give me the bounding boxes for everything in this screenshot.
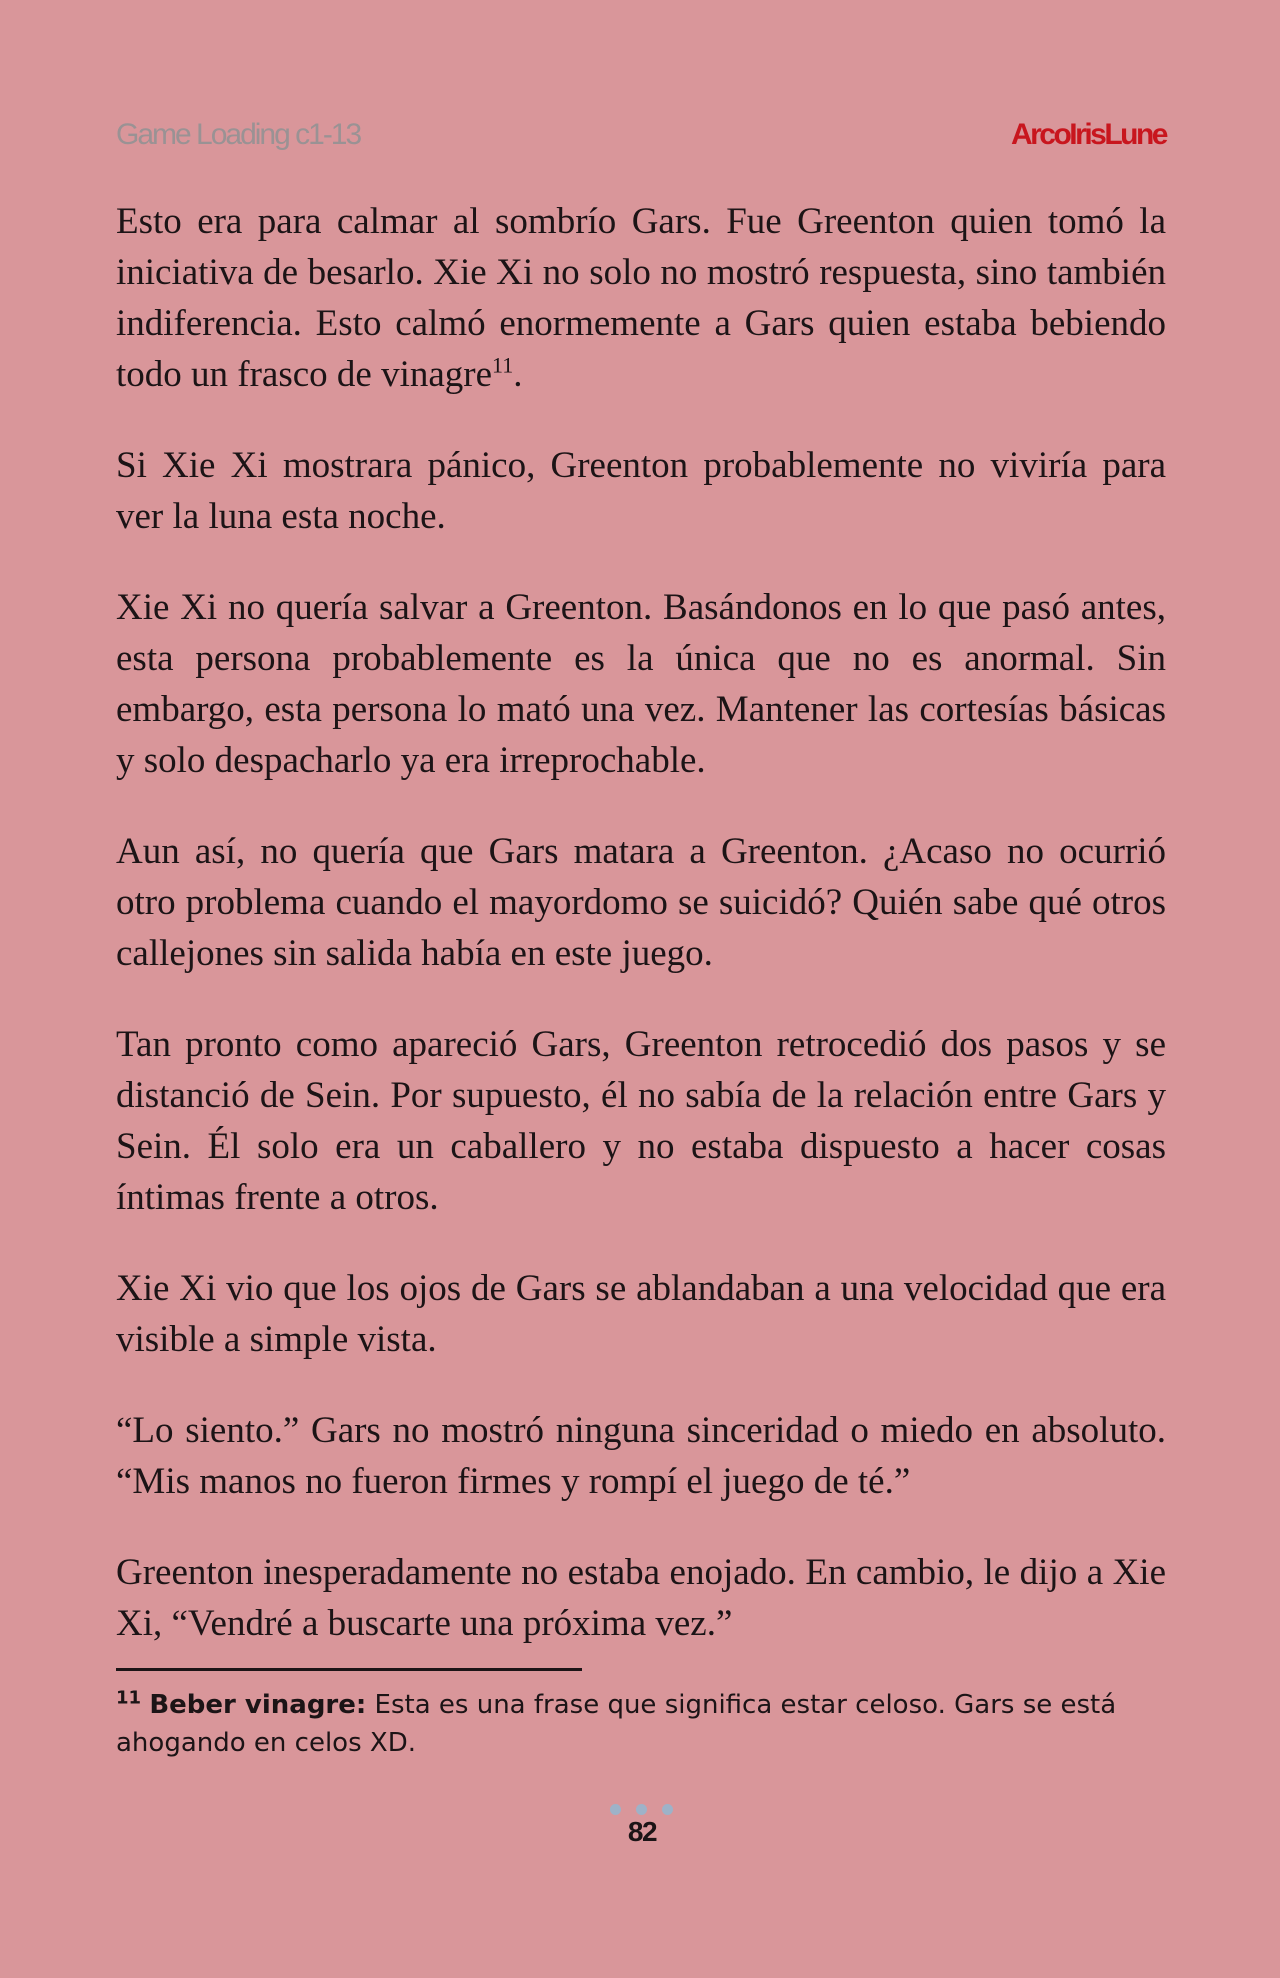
body-text xyxy=(116,196,1166,1689)
book-title: Game Loading c1-13 xyxy=(116,118,361,151)
footnote-text: Esta es una frase que significa estar celoso. Gars se está ahogando en celos XD. xyxy=(116,1690,1117,1758)
paragraph-1 xyxy=(116,196,1166,400)
paragraph-7: “Lo siento.” Gars no mostró ninguna sinceridad o miedo en absoluto. “Mis manos no fueron firmes y rompí el juego de té.” xyxy=(116,1410,1166,1502)
page-header xyxy=(116,118,1166,162)
footnote-term: Beber vinagre: xyxy=(149,1690,367,1720)
paragraph-4: Aun así, no quería que Gars matara a Greenton. ¿Acaso no ocurrió otro problema cuando el mayordomo se suicidó? Quién sabe qué otros callejones sin salida había en este juego. xyxy=(116,831,1166,974)
footnote xyxy=(116,1686,1166,1762)
paragraph-5: Tan pronto como apareció Gars, Greenton retrocedió dos pasos y se distanció de Sein. Por supuesto, él no sabía de la relación entre Gars y Sein. Él solo era un caballero y no estaba dispuesto a hacer cosas íntimas frente a otros. xyxy=(116,1024,1166,1218)
paragraph-6: Xie Xi vio que los ojos de Gars se ablandaban a una velocidad que era visible a simple vista. xyxy=(116,1268,1166,1360)
paragraph-3: Xie Xi no quería salvar a Greenton. Basándonos en lo que pasó antes, esta persona probablemente es la única que no es anormal. Sin embargo, esta persona lo mató una vez. Mantener las cortesías básicas y solo despacharlo ya era irreprochable. xyxy=(116,587,1166,781)
paragraph-2: Si Xie Xi mostrara pánico, Greenton probablemente no viviría para ver la luna esta noche. xyxy=(116,445,1166,537)
paragraph-8: Greenton inesperadamente no estaba enojado. En cambio, le dijo a Xie Xi, “Vendré a buscarte una próxima vez.” xyxy=(116,1552,1166,1644)
paragraph-1-tail: . xyxy=(513,354,523,395)
dot-icon xyxy=(662,1804,673,1815)
paragraph-1-text: Esto era para calmar al sombrío Gars. Fue Greenton quien tomó la iniciativa de besarlo. Xie Xi no solo no mostró respuesta, sino también indiferencia. Esto calmó enormemente a Gars quien estaba bebiendo todo un frasco de vinagre xyxy=(116,201,1166,395)
translator-name: ArcoIrisLune xyxy=(1010,118,1166,151)
footnote-number: 11 xyxy=(116,1687,142,1709)
dot-icon xyxy=(636,1804,647,1815)
footnote-ref[interactable]: 11 xyxy=(492,352,514,378)
footnote-divider xyxy=(116,1668,582,1671)
dot-icon xyxy=(610,1804,621,1815)
page-number: 82 xyxy=(627,1816,657,1847)
